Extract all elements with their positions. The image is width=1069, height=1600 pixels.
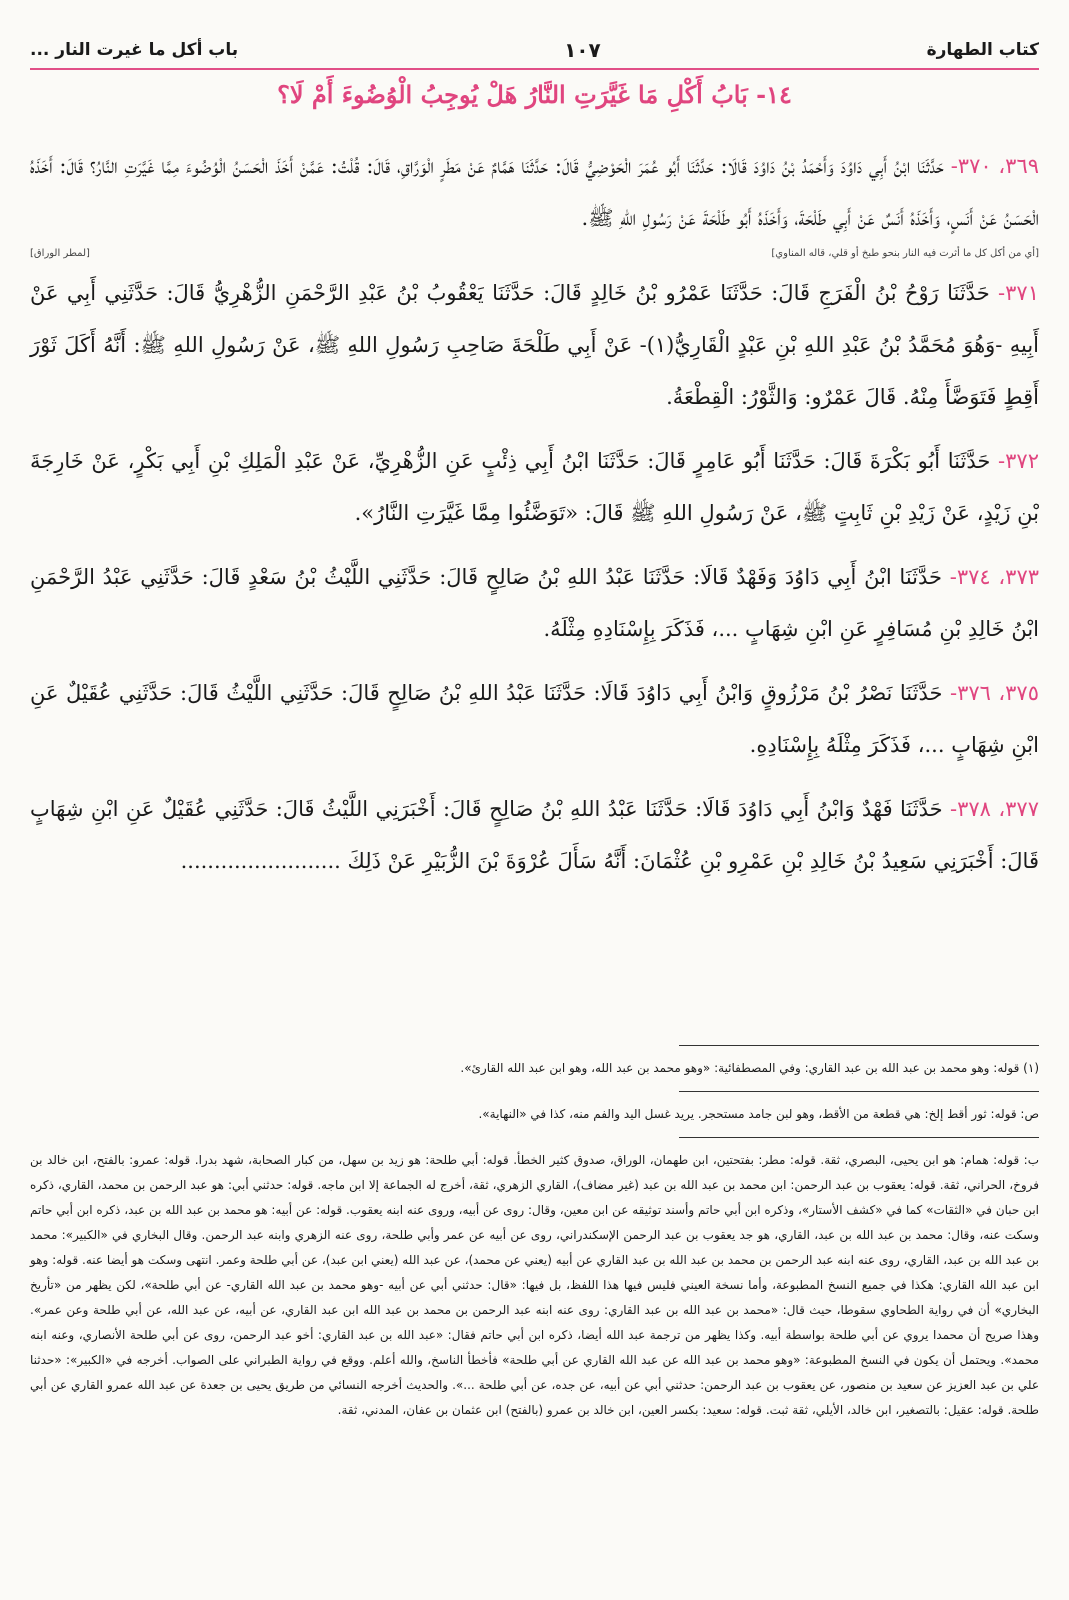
hadith-text: حَدَّثَنَا ابْنُ أَبِي دَاوُدَ وَفَهْدٌ قَالَا: حَدَّثَنَا عَبْدُ اللهِ بْنُ صَالِحٍ قَالَ: حَدَّثَنِي اللَّيْثُ بْنُ سَعْدٍ قَالَ: حَدَّثَنِي عَبْدُ الرَّحْمَنِ ابْنُ خَالِدِ بْنِ مُسَافِرٍ عَنِ ابْنِ شِهَابٍ ...، فَذَكَرَ بِإِسْنَادِهِ مِثْلَهُ. bbox=[30, 565, 1039, 641]
gloss-right: [أي من أكل كل ما أثرت فيه النار بنحو طبخ أو قلي، قاله المناوي] bbox=[771, 248, 1039, 259]
footnote: ص: قوله: ثور أقط إلخ: هي قطعة من الأقط، وهو لبن جامد مستحجر. يريد غسل اليد والفم منه، كذا في «النهاية». bbox=[478, 1107, 1039, 1121]
section-title: ١٤- بَابُ أَكْلِ مَا غَيَّرَتِ النَّارُ هَلْ يُوجِبُ الْوُضُوءَ أَمْ لَا؟ bbox=[277, 80, 792, 109]
hadith-text: حَدَّثَنَا أَبُو بَكْرَةَ قَالَ: حَدَّثَنَا أَبُو عَامِرٍ قَالَ: حَدَّثَنَا ابْنُ أَبِي ذِئْبٍ عَنِ الزُّهْرِيِّ، عَنْ عَبْدِ الْمَلِكِ بْنِ أَبِي بَكْرٍ، عَنْ خَارِجَةَ بْنِ زَيْدٍ، عَنْ زَيْدِ بْنِ ثَابِتٍ ﷺ، عَنْ رَسُولِ اللهِ ﷺ قَالَ: «تَوَضَّئُوا مِمَّا غَيَّرَتِ النَّارُ». bbox=[30, 449, 1039, 525]
chapter-name: باب أكل ما غيرت النار ... bbox=[30, 40, 239, 60]
hadith-number: ٣٧٧، ٣٧٨- bbox=[950, 797, 1039, 821]
hadith-number: ٣٦٩، ٣٧٠- bbox=[950, 154, 1040, 178]
footnotes bbox=[30, 1035, 1039, 1429]
book-name: كتاب الطهارة bbox=[926, 40, 1039, 60]
gloss-line bbox=[30, 248, 1039, 259]
hadith-number: ٣٧٥، ٣٧٦- bbox=[949, 681, 1039, 705]
hadith-paragraph bbox=[30, 140, 1039, 244]
main-text bbox=[30, 140, 1039, 899]
hadith-number: ٣٧٣، ٣٧٤- bbox=[949, 565, 1040, 589]
footnote-rule bbox=[679, 1045, 1039, 1046]
header-rule bbox=[30, 68, 1039, 70]
page-number: ١٠٧ bbox=[564, 38, 601, 62]
hadith-text: حَدَّثَنَا ابْنُ أَبِي دَاوُدَ وَأَحْمَدُ بْنُ دَاوُدَ قَالَا: حَدَّثَنَا أَبُو عُمَرَ الْحَوْضِيُّ قَالَ: حَدَّثَنَا هَمَّامٌ عَنْ مَطَرٍ الْوَرَّاقِ، قَالَ: قُلْتُ: عَمَّنْ أَخَذَ الْحَسَنُ الْوُضُوءَ مِمَّا غَيَّرَتِ النَّارُ؟ قَالَ: أَخَذَهُ الْحَسَنُ عَنْ أَنَسٍ، وَأَخَذَهُ أَنَسٌ عَنْ أَبِي طَلْحَةَ، وَأَخَذَهُ أَبُو طَلْحَةَ عَنْ رَسُولِ اللهِ ﷺ. bbox=[30, 154, 1039, 230]
gloss-left: [لمطر الوراق] bbox=[30, 248, 90, 259]
hadith-paragraph bbox=[30, 783, 1039, 887]
hadith-paragraph bbox=[30, 667, 1039, 771]
footnote-rule bbox=[679, 1091, 1039, 1092]
running-header bbox=[30, 36, 1039, 64]
hadith-paragraph bbox=[30, 267, 1039, 423]
hadith-text: حَدَّثَنَا فَهْدٌ وَابْنُ أَبِي دَاوُدَ قَالَا: حَدَّثَنَا عَبْدُ اللهِ بْنُ صَالِحٍ قَالَ: أَخْبَرَنِي اللَّيْثُ قَالَ: حَدَّثَنِي عُقَيْلٌ عَنِ ابْنِ شِهَابٍ قَالَ: أَخْبَرَنِي سَعِيدُ بْنُ خَالِدِ بْنِ عَمْرِو بْنِ عُثْمَانَ: أَنَّهُ سَأَلَ عُرْوَةَ بْنَ الزُّبَيْرِ عَنْ ذَلِكَ ........................ bbox=[30, 797, 1039, 873]
hadith-text: حَدَّثَنَا رَوْحُ بْنُ الْفَرَجِ قَالَ: حَدَّثَنَا عَمْرُو بْنُ خَالِدٍ قَالَ: حَدَّثَنَا يَعْقُوبُ بْنُ عَبْدِ الرَّحْمَنِ الزُّهْرِيُّ قَالَ: حَدَّثَنِي أَبِي عَنْ أَبِيهِ -وَهُوَ مُحَمَّدُ بْنُ عَبْدِ اللهِ بْنِ عَبْدٍ الْقَارِيُّ(١)- عَنْ أَبِي طَلْحَةَ صَاحِبِ رَسُولِ اللهِ ﷺ، عَنْ رَسُولِ اللهِ ﷺ: أَنَّهُ أَكَلَ ثَوْرَ أَقِطٍ فَتَوَضَّأَ مِنْهُ. قَالَ عَمْرٌو: وَالثَّوْرُ: الْقِطْعَةُ. bbox=[30, 281, 1039, 409]
hadith-paragraph bbox=[30, 551, 1039, 655]
footnote: ب: قوله: همام: هو ابن يحيى، البصري، ثقة. قوله: مطر: بفتحتين، ابن طهمان، الوراق، صدوق كثير الخطأ. قوله: أبي طلحة: هو زيد بن سهل، من كبار الصحابة، شهد بدرا. قوله: عمرو: بالفتح، ابن خالد بن فروخ، الحراني، ثقة. قوله: يعقوب بن عبد الرحمن: ابن محمد بن عبد الله بن عبد (غير مضاف)، القاري الزهري، ثقة، أخرج له الجماعة إلا ابن ماجه. قوله: حدثني أبي: هو عبد الرحمن بن محمد، القاري، ذكره ابن حبان في «الثقات» كما في «كشف الأستار»، وذكره ابن أبي حاتم وأسند توثيقه عن ابن معين، وقال: روى عن أبيه، وروى عنه ابنه يعقوب. قوله: عن أبيه: هو محمد بن عبد الله بن عبد، ذكره ابن أبي حاتم وسكت عنه، وقال: محمد بن عبد الله بن عبد، القاري، هو جد يعقوب بن عبد الرحمن الإسكندراني، روى عن أبيه عن عمر وأبي طلحة، روى عنه الزهري وابنه عبد الرحمن. وقال البخاري في «الكبير»: محمد بن عبد الله بن عبد، القاري، روى عنه ابنه عبد الرحمن بن محمد بن عبد الله بن عبد القاري عن أبيه (يعني عن محمد)، عن عبد الله (يعني ابن عبد)، عن أبي طلحة وعمر. انتهى وسكت هو أيضا عنه. قوله: وهو ابن عبد الله القاري: هكذا في جميع النسخ المطبوعة، وأما نسخة العيني فليس فيها هذا اللفظ، بل فيها: «قال: حدثني أبي عن أبيه -وهو محمد بن عبد الله القاري- عن أبي طلحة»، لكن يظهر من «تأريخ البخاري» أن في رواية الطحاوي سقوطا، حيث قال: «محمد بن عبد الله بن عبد القاري: روى عنه ابنه عبد الرحمن بن محمد بن عبد الله ابن عبد القاري، عن أبيه، عن عبد الله، عن أبي طلحة وعن عمر». وهذا صريح أن محمدا يروي عن أبي طلحة بواسطة أبيه. وكذا يظهر من ترجمة عبد الله أيضا، ذكره ابن أبي حاتم فقال: «عبد الله بن عبد القاري: أخو عبد الرحمن، روى عن أبي طلحة الأنصاري، وعنه ابنه محمد». ويحتمل أن يكون في النسخ المطبوعة: «وهو محمد بن عبد الله عن عبد الله القاري عن أبي طلحة» فأخطأ الناسخ، والله أعلم. ووقع في رواية الطبراني على الصواب. أخرجه في «الكبير»: «حدثنا علي بن عبد العزيز عن سعيد بن منصور، عن يعقوب بن عبد الرحمن: حدثني أبي عن أبيه، عن جده، عن أبي طلحة ...». والحديث أخرجه النسائي من طريق يحيى بن جعدة عن عبد الله عمرو القاري عن أبي طلحة. قوله: عقيل: بالتصغير، ابن خالد، الأيلي، ثقة ثبت. قوله: سعيد: بكسر العين، ابن خالد بن عمرو (بالفتح) ابن عثمان بن عفان، المدني، ثقة. bbox=[30, 1153, 1039, 1417]
footnote-rule bbox=[679, 1137, 1039, 1138]
hadith-text: حَدَّثَنَا نَصْرُ بْنُ مَرْزُوقٍ وَابْنُ أَبِي دَاوُدَ قَالَا: حَدَّثَنَا عَبْدُ اللهِ بْنُ صَالِحٍ قَالَ: حَدَّثَنِي اللَّيْثُ قَالَ: حَدَّثَنِي عُقَيْلٌ عَنِ ابْنِ شِهَابٍ ...، فَذَكَرَ مِثْلَهُ بِإِسْنَادِهِ. bbox=[30, 681, 1039, 757]
hadith-number: ٣٧١- bbox=[998, 281, 1039, 305]
hadith-number: ٣٧٢- bbox=[998, 449, 1039, 473]
hadith-paragraph bbox=[30, 435, 1039, 539]
footnote: (١) قوله: وهو محمد بن عبد الله بن عبد القاري: وفي المصطفائية: «وهو محمد بن عبد الله، وهو ابن عبد الله القارئ». bbox=[460, 1061, 1039, 1075]
